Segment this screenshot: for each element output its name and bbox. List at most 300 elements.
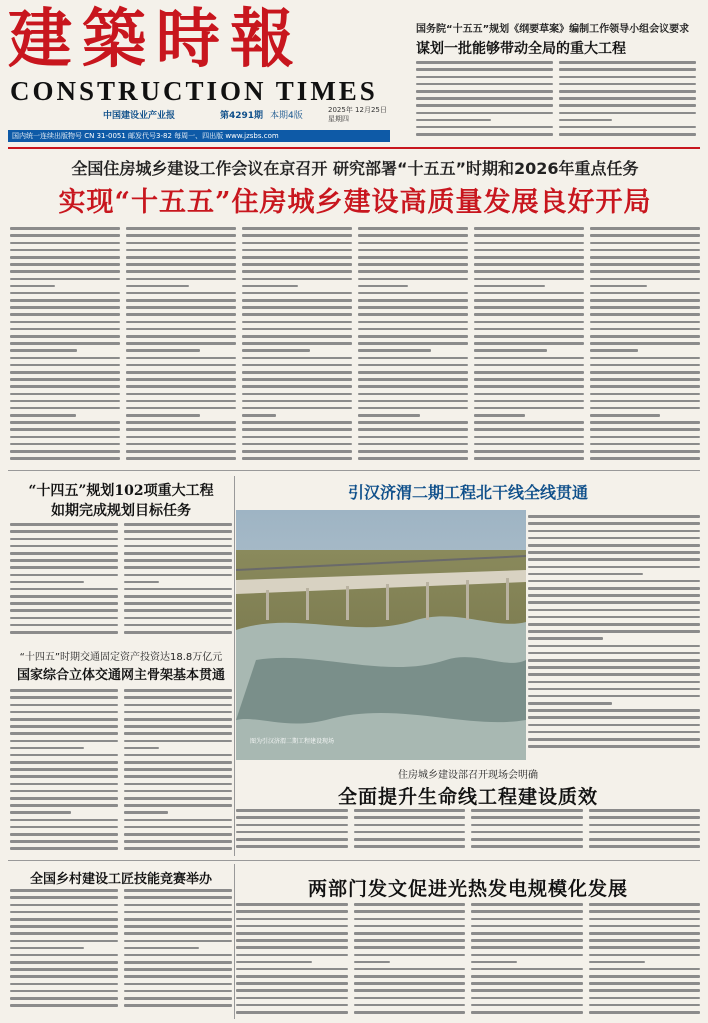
text-line [242,226,352,233]
text-line [10,536,118,543]
text-column [10,688,118,853]
text-line [471,967,583,974]
text-line [236,952,348,959]
text-line [358,348,468,355]
text-line [124,746,232,753]
text-line [236,822,348,829]
text-line [242,327,352,334]
text-line [10,544,118,551]
text-line [559,132,696,139]
story2-body [10,522,232,642]
text-line [10,688,118,695]
text-line [126,334,236,341]
text-line [589,909,701,916]
text-column [589,902,701,1017]
story2-title-2: 如期完成规划目标任务 [51,503,191,519]
text-line [124,789,232,796]
text-line [126,269,236,276]
text-line [10,931,118,938]
text-line [416,96,553,103]
text-line [559,67,696,74]
story4-title: 全面提升生命线工程建设质效 [337,786,598,808]
text-line [474,363,584,370]
text-line [358,240,468,247]
text-line [10,594,118,601]
text-column [124,888,232,1010]
text-line [474,312,584,319]
text-line [124,810,232,817]
text-line [416,125,553,132]
text-line [474,284,584,291]
text-line [124,888,232,895]
text-line [528,586,700,593]
text-line [10,406,120,413]
text-line [354,808,466,815]
divider [8,470,700,471]
text-line [124,760,232,767]
text-column [10,522,118,637]
text-line [358,442,468,449]
text-line [124,710,232,717]
text-line [10,413,120,420]
text-line [471,916,583,923]
lead-body [10,226,700,466]
text-line [124,938,232,945]
text-line [471,909,583,916]
text-line [528,615,700,622]
text-line [590,442,700,449]
masthead-char: 時 [156,2,220,77]
text-column [354,902,466,1017]
text-line [471,830,583,837]
text-line [358,355,468,362]
text-line [474,406,584,413]
text-line [10,442,120,449]
text-line [126,262,236,269]
text-line [236,808,348,815]
text-line [10,522,118,529]
text-line [528,514,700,521]
text-line [416,132,553,139]
text-line [471,974,583,981]
text-line [559,82,696,89]
text-line [590,255,700,262]
text-line [124,738,232,745]
text-line [10,319,120,326]
text-line [358,262,468,269]
photo-story-title: 引汉济渭二期工程北干线全线贯通 [347,483,588,502]
text-line [358,319,468,326]
text-line [474,291,584,298]
text-line [242,334,352,341]
text-line [358,327,468,334]
text-line [124,981,232,988]
text-line [358,420,468,427]
text-line [474,442,584,449]
photo-caption: 图为引汉济渭二期工程建设现场 [250,738,335,745]
text-line [124,974,232,981]
text-line [589,822,701,829]
text-line [10,572,118,579]
text-line [10,434,120,441]
text-column [236,902,348,1017]
text-line [10,895,118,902]
top-right-title: 谋划一批能够带动全局的重大工程 [416,41,626,57]
text-line [10,746,118,753]
text-line [236,924,348,931]
text-line [124,960,232,967]
text-line [354,945,466,952]
text-line [124,967,232,974]
text-line [590,298,700,305]
text-line [559,96,696,103]
text-line [358,248,468,255]
text-line [528,564,700,571]
text-line [528,622,700,629]
text-line [10,601,118,608]
text-line [10,449,120,456]
top-right-body [416,60,696,144]
text-line [474,384,584,391]
text-line [590,284,700,291]
text-line [10,832,118,839]
text-line [10,803,118,810]
text-line [471,952,583,959]
text-line [126,434,236,441]
text-line [10,953,118,960]
text-line [124,895,232,902]
text-line [10,710,118,717]
text-line [354,967,466,974]
text-line [528,737,700,744]
story6-body [236,902,700,1018]
org-label: 中国建设业产业报 [103,111,176,121]
text-line [528,600,700,607]
text-column [236,808,348,851]
text-line [10,989,118,996]
text-line [354,924,466,931]
text-line [242,269,352,276]
text-line [471,822,583,829]
text-line [126,413,236,420]
text-line [590,363,700,370]
text-column [589,808,701,851]
text-line [126,384,236,391]
text-line [590,449,700,456]
text-line [528,651,700,658]
text-line [358,341,468,348]
text-line [124,902,232,909]
text-line [126,399,236,406]
text-line [590,348,700,355]
text-line [590,384,700,391]
masthead-logo [8,4,393,76]
text-column [124,688,232,853]
text-line [10,587,118,594]
text-line [590,291,700,298]
top-right-kicker: 国务院“十五五”规划《纲要草案》编制工作领导小组会议要求 [416,24,690,35]
text-line [354,981,466,988]
text-line [528,665,700,672]
text-line [124,558,232,565]
text-line [589,995,701,1002]
text-line [10,731,118,738]
text-line [354,909,466,916]
text-line [126,327,236,334]
text-line [471,981,583,988]
text-line [354,830,466,837]
text-line [10,760,118,767]
text-line [10,724,118,731]
text-line [124,623,232,630]
text-line [124,953,232,960]
text-line [358,255,468,262]
text-line [10,902,118,909]
text-line [242,434,352,441]
text-line [474,305,584,312]
text-line [236,1010,348,1017]
text-line [358,406,468,413]
text-line [124,946,232,953]
text-line [358,298,468,305]
text-column [528,514,700,751]
text-line [354,1010,466,1017]
text-line [590,269,700,276]
text-line [242,413,352,420]
text-line [471,844,583,851]
story5-title: 全国乡村建设工匠技能竞赛举办 [29,872,212,887]
text-line [126,370,236,377]
text-column [474,226,584,463]
text-line [236,815,348,822]
text-line [124,1003,232,1010]
text-line [242,370,352,377]
text-line [126,355,236,362]
text-line [474,413,584,420]
text-line [10,269,120,276]
text-line [124,601,232,608]
text-line [528,572,700,579]
text-line [471,815,583,822]
text-line [471,808,583,815]
text-line [590,233,700,240]
text-line [528,701,700,708]
text-line [10,615,118,622]
text-line [236,967,348,974]
text-column [124,522,232,637]
text-line [10,399,120,406]
text-line [354,822,466,829]
text-line [124,587,232,594]
text-line [242,276,352,283]
text-line [10,630,118,637]
text-line [589,830,701,837]
text-line [589,988,701,995]
text-line [589,974,701,981]
text-line [10,796,118,803]
text-line [126,240,236,247]
text-line [471,1003,583,1010]
text-line [559,74,696,81]
text-line [124,580,232,587]
text-line [474,269,584,276]
lead-kicker: 全国住房城乡建设工作会议在京召开 研究部署“十五五”时期和2026年重点任务 [71,159,639,178]
text-line [528,715,700,722]
text-line [590,413,700,420]
text-line [10,565,118,572]
masthead-english: CONSTRUCTION TIMES [10,76,378,106]
text-line [126,233,236,240]
text-line [124,846,232,853]
text-line [354,916,466,923]
text-line [242,298,352,305]
text-line [242,291,352,298]
text-line [590,319,700,326]
text-line [124,731,232,738]
text-line [358,391,468,398]
text-line [126,363,236,370]
text-line [126,255,236,262]
text-line [590,434,700,441]
story3-body [10,688,232,858]
text-line [589,1003,701,1010]
text-line [242,248,352,255]
text-line [589,938,701,945]
text-line [10,917,118,924]
text-line [590,305,700,312]
text-line [126,406,236,413]
text-line [126,276,236,283]
text-line [589,844,701,851]
text-line [124,996,232,1003]
text-line [10,967,118,974]
text-line [10,839,118,846]
text-line [126,449,236,456]
text-line [10,623,118,630]
text-line [10,291,120,298]
text-line [528,636,700,643]
text-line [559,118,696,125]
text-line [528,744,700,751]
text-line [124,796,232,803]
text-line [358,399,468,406]
text-line [124,825,232,832]
text-line [471,988,583,995]
text-line [354,815,466,822]
text-line [474,327,584,334]
text-line [528,694,700,701]
text-line [10,924,118,931]
text-line [126,248,236,255]
text-line [589,924,701,931]
text-line [590,399,700,406]
text-line [590,312,700,319]
text-line [416,118,553,125]
text-line [10,888,118,895]
text-line [236,960,348,967]
story5-body [10,888,232,1016]
text-line [126,442,236,449]
text-line [124,803,232,810]
text-line [236,988,348,995]
text-line [416,103,553,110]
text-line [358,456,468,463]
text-line [242,449,352,456]
text-line [354,988,466,995]
text-line [471,1010,583,1017]
text-line [242,262,352,269]
text-line [354,931,466,938]
text-line [474,449,584,456]
text-line [559,125,696,132]
text-line [474,370,584,377]
text-line [590,355,700,362]
text-line [124,924,232,931]
text-line [590,327,700,334]
text-line [358,233,468,240]
text-line [474,456,584,463]
text-line [590,456,700,463]
text-line [471,995,583,1002]
text-line [589,808,701,815]
text-line [10,738,118,745]
text-line [589,967,701,974]
text-line [126,291,236,298]
text-line [474,233,584,240]
lead-headline: 实现“十五五”住房城乡建设高质量发展良好开局 [58,187,652,218]
text-line [124,695,232,702]
text-line [590,427,700,434]
story4-body [236,808,700,858]
text-line [124,594,232,601]
text-line [358,334,468,341]
text-line [528,672,700,679]
text-line [242,406,352,413]
text-line [590,248,700,255]
text-line [10,427,120,434]
text-line [10,327,120,334]
text-line [528,730,700,737]
text-line [354,844,466,851]
text-line [358,434,468,441]
top-right-story [398,6,700,146]
text-line [528,557,700,564]
text-line [10,334,120,341]
text-line [589,837,701,844]
text-line [10,284,120,291]
text-line [124,529,232,536]
text-line [474,248,584,255]
text-line [124,717,232,724]
text-line [589,815,701,822]
text-line [126,312,236,319]
text-line [124,615,232,622]
text-line [236,938,348,945]
text-line [124,931,232,938]
text-line [10,558,118,565]
text-line [354,1003,466,1010]
text-line [471,960,583,967]
text-line [10,240,120,247]
text-line [474,341,584,348]
text-line [589,960,701,967]
text-line [10,348,120,355]
text-line [10,262,120,269]
text-line [126,427,236,434]
text-line [471,924,583,931]
text-line [10,974,118,981]
text-line [124,774,232,781]
